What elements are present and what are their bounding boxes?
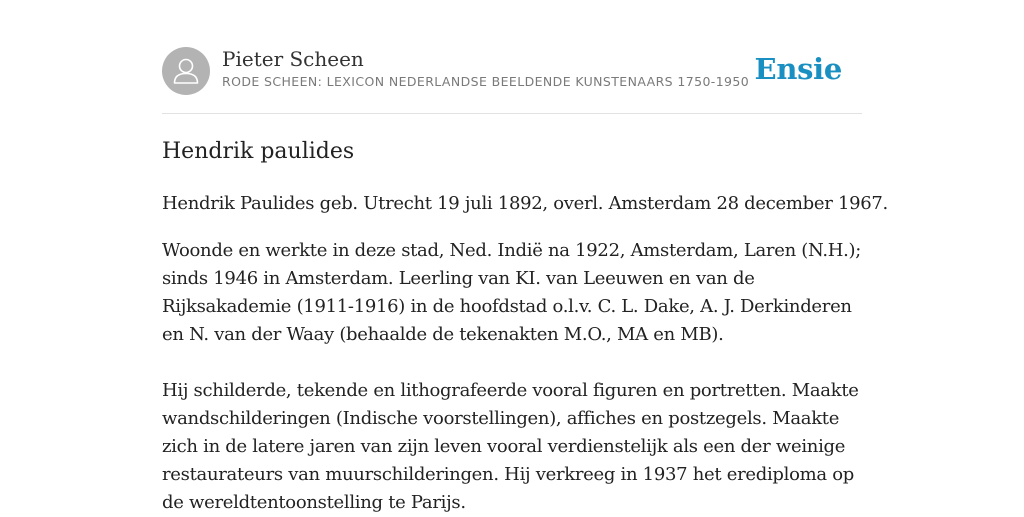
author-header (162, 46, 862, 96)
brand-logo[interactable]: Ensie (754, 52, 842, 86)
article-paragraph-2: Woonde en werkte in deze stad, Ned. Indië na 1922, Amsterdam, Laren (N.H.); sinds 1946 in Amsterdam. Leerling van KI. van Leeuwen en van de Rijksakademie (1911-1916) in de hoofdstad o.l.v. C. L. Dake, A. J. Derkinderen en N. van der Waay (behaalde de tekenakten M.O., MA en MB). (162, 240, 862, 345)
page-title: Hendrik paulides (162, 139, 355, 164)
article-paragraph-1: Hendrik Paulides geb. Utrecht 19 juli 1892, overl. Amsterdam 28 december 1967. (162, 193, 888, 214)
author-avatar[interactable] (162, 47, 210, 95)
article-paragraph-3: Hij schilderde, tekende en lithografeerde vooral figuren en portretten. Maakte wandschilderingen (Indische voorstellingen), affiches en postzegels. Maakte zich in de latere jaren van zijn leven vooral verdienstelijk als een der weinige restaurateurs van muurschilderingen. Hij verkreeg in 1937 het erediploma op de wereldtentoonstelling te Parijs. (162, 380, 859, 513)
header-divider (162, 113, 862, 114)
user-silhouette-icon (162, 47, 210, 95)
article-page (162, 0, 888, 513)
source-title[interactable]: RODE SCHEEN: LEXICON NEDERLANDSE BEELDENDE KUNSTENAARS 1750-1950 (222, 74, 750, 89)
author-name[interactable]: Pieter Scheen (222, 47, 364, 71)
